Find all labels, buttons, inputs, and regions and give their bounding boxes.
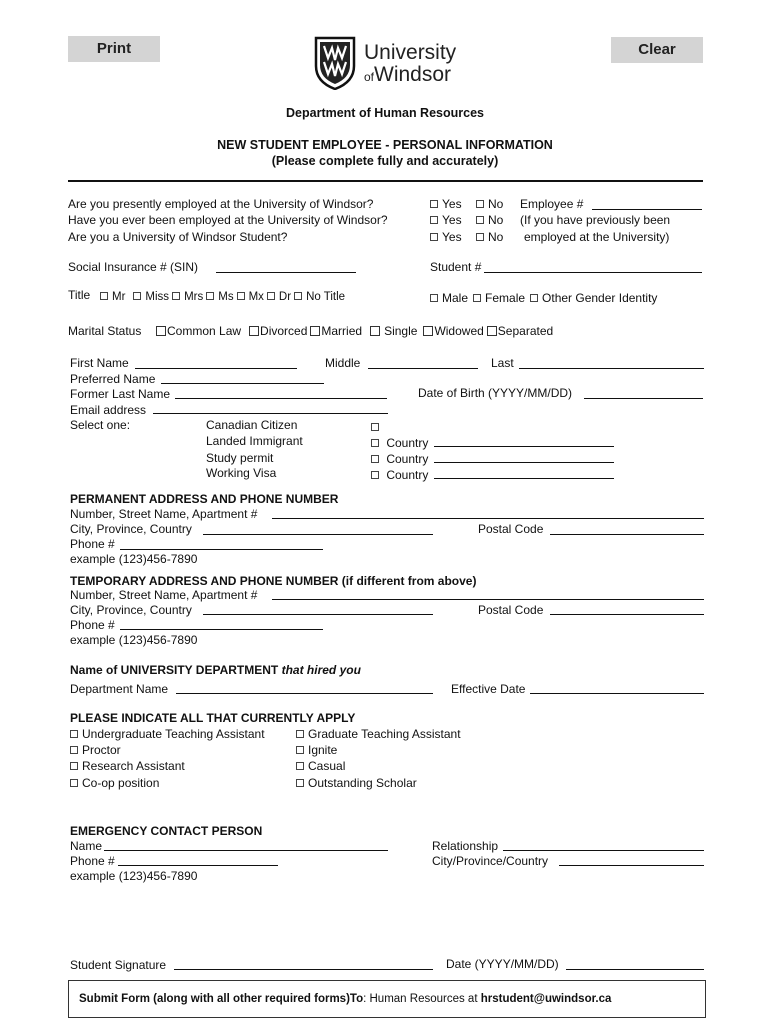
first-name-field[interactable] — [135, 368, 297, 369]
marital-option-divorced[interactable]: Divorced — [249, 324, 307, 338]
status-canadian-citizen-label: Canadian Citizen — [206, 418, 298, 432]
temporary-phone-field[interactable] — [120, 629, 323, 630]
position-option-coop[interactable]: Co-op position — [70, 776, 159, 790]
q3-yes-option[interactable] — [430, 230, 462, 244]
student-signature-field[interactable] — [174, 969, 433, 970]
country-label: Country — [386, 452, 429, 466]
checkbox[interactable] — [430, 233, 438, 241]
status-study-permit-option[interactable] — [371, 452, 428, 466]
temporary-address-heading: TEMPORARY ADDRESS AND PHONE NUMBER (if different from above) — [70, 574, 477, 588]
email-field[interactable] — [153, 413, 388, 414]
checkbox[interactable] — [133, 292, 141, 300]
no-label: No — [488, 197, 504, 211]
permanent-postal-field[interactable] — [550, 534, 704, 535]
checkbox[interactable] — [156, 326, 166, 336]
checkbox[interactable] — [476, 200, 484, 208]
checkbox[interactable] — [476, 216, 484, 224]
title-option-no-title[interactable]: No Title — [294, 291, 345, 303]
title-option-mx[interactable]: Mx — [237, 291, 264, 303]
select-one-label: Select one: — [70, 418, 131, 432]
checkbox[interactable] — [371, 439, 379, 447]
question-student: Are you a University of Windsor Student? — [68, 230, 288, 244]
logo-windsor-text — [364, 64, 451, 88]
permanent-street-label: Number, Street Name, Apartment # — [70, 507, 258, 521]
position-option-research-assistant[interactable]: Research Assistant — [70, 759, 185, 773]
checkbox[interactable] — [100, 292, 108, 300]
no-label: No — [488, 213, 504, 227]
landed-immigrant-country-field[interactable] — [434, 446, 614, 447]
department-name-label: Department Name — [70, 682, 169, 696]
temporary-street-label: Number, Street Name, Apartment # — [70, 588, 258, 602]
status-landed-immigrant-option[interactable] — [371, 436, 428, 450]
emergency-phone-label: Phone # — [70, 854, 115, 868]
q2-yes-option[interactable] — [430, 213, 462, 227]
checkbox[interactable] — [430, 200, 438, 208]
university-shield-icon — [314, 36, 356, 90]
yes-label: Yes — [442, 213, 462, 227]
header-divider — [68, 180, 703, 182]
checkbox[interactable] — [296, 779, 304, 787]
title-option-miss[interactable]: Miss — [133, 291, 169, 303]
sin-label: Social Insurance # (SIN) — [68, 260, 199, 274]
emergency-city-label: City/Province/Country — [432, 854, 549, 868]
sin-field[interactable] — [216, 272, 356, 273]
student-number-field[interactable] — [484, 272, 702, 273]
temporary-postal-label: Postal Code — [478, 603, 544, 617]
checkbox[interactable] — [172, 292, 180, 300]
logo-university-text: University — [364, 41, 457, 64]
permanent-address-heading: PERMANENT ADDRESS AND PHONE NUMBER — [70, 492, 339, 506]
checkbox[interactable] — [476, 233, 484, 241]
gender-options — [430, 291, 657, 305]
checkbox[interactable] — [370, 326, 380, 336]
middle-name-label: Middle — [325, 356, 361, 370]
temporary-phone-example: example (123)456-7890 — [70, 633, 198, 647]
checkbox[interactable] — [296, 730, 304, 738]
emergency-name-field[interactable] — [104, 850, 388, 851]
checkbox[interactable] — [530, 294, 538, 302]
emergency-phone-field[interactable] — [118, 865, 278, 866]
status-working-visa-option[interactable] — [371, 468, 428, 482]
permanent-phone-example: example (123)456-7890 — [70, 552, 198, 566]
emergency-city-field[interactable] — [559, 865, 704, 866]
submit-email-link[interactable]: hrstudent@uwindsor.ca — [480, 993, 612, 1005]
title-option-mrs[interactable]: Mrs — [172, 291, 203, 303]
checkbox[interactable] — [70, 746, 78, 754]
submit-bold-text: Submit Form (along with all other required forms)To — [79, 993, 364, 1005]
position-option-graduate-ta[interactable]: Graduate Teaching Assistant — [296, 727, 461, 741]
permanent-phone-field[interactable] — [120, 549, 323, 550]
q2-no-option[interactable] — [476, 213, 503, 227]
position-option-ignite[interactable]: Ignite — [296, 743, 337, 757]
title-label: Title — [68, 288, 91, 302]
no-label: No — [488, 230, 504, 244]
form-subtitle: (Please complete fully and accurately) — [271, 154, 499, 168]
position-option-undergraduate-ta[interactable]: Undergraduate Teaching Assistant — [70, 727, 265, 741]
position-option-proctor[interactable]: Proctor — [70, 743, 121, 757]
marital-status-label: Marital Status — [68, 324, 142, 338]
signature-date-field[interactable] — [566, 969, 704, 970]
question-presently-employed: Are you presently employed at the University of Windsor? — [68, 197, 374, 211]
permanent-street-field[interactable] — [272, 518, 704, 519]
q1-no-option[interactable] — [476, 197, 503, 211]
positions-heading: PLEASE INDICATE ALL THAT CURRENTLY APPLY — [70, 711, 356, 725]
form-title: NEW STUDENT EMPLOYEE - PERSONAL INFORMATION — [217, 138, 553, 152]
question-ever-employed: Have you ever been employed at the University of Windsor? — [68, 213, 388, 227]
temporary-postal-field[interactable] — [550, 614, 704, 615]
department-heading-italic: that hired you — [281, 663, 361, 677]
gender-option-male[interactable]: Male — [430, 291, 468, 305]
preferred-name-label: Preferred Name — [70, 372, 156, 386]
last-name-field[interactable] — [519, 368, 704, 369]
employee-note-line2: employed at the University) — [524, 230, 670, 244]
yes-label: Yes — [442, 197, 462, 211]
country-label: Country — [386, 436, 429, 450]
submit-instructions — [68, 980, 706, 1018]
title-option-mr[interactable]: Mr — [100, 291, 125, 303]
emergency-name-label: Name — [70, 839, 103, 853]
checkbox[interactable] — [296, 746, 304, 754]
department-heading-main: Name of UNIVERSITY DEPARTMENT — [70, 663, 279, 677]
checkbox[interactable] — [487, 326, 497, 336]
checkbox[interactable] — [249, 326, 259, 336]
checkbox[interactable] — [423, 326, 433, 336]
marital-option-separated[interactable]: Separated — [487, 324, 553, 338]
checkbox[interactable] — [237, 292, 245, 300]
effective-date-field[interactable] — [530, 693, 704, 694]
checkbox[interactable] — [430, 216, 438, 224]
logo-of-text: of — [364, 70, 375, 84]
checkbox[interactable] — [70, 779, 78, 787]
permanent-phone-label: Phone # — [70, 537, 115, 551]
study-permit-country-field[interactable] — [434, 462, 614, 463]
submit-middle-text: : Human Resources at — [363, 993, 481, 1005]
checkbox[interactable] — [294, 292, 302, 300]
student-signature-label: Student Signature — [70, 958, 167, 972]
emergency-relationship-field[interactable] — [503, 850, 704, 851]
title-option-ms[interactable]: Ms — [206, 291, 233, 303]
checkbox[interactable] — [473, 294, 481, 302]
middle-name-field[interactable] — [368, 368, 478, 369]
checkbox[interactable] — [70, 730, 78, 738]
date-of-birth-field[interactable] — [584, 398, 703, 399]
status-landed-immigrant-label: Landed Immigrant — [206, 434, 303, 448]
emergency-contact-heading: EMERGENCY CONTACT PERSON — [70, 824, 263, 838]
signature-date-label: Date (YYYY/MM/DD) — [446, 957, 559, 971]
logo-windsor-name: Windsor — [374, 63, 452, 86]
temporary-city-field[interactable] — [203, 614, 433, 615]
former-last-name-label: Former Last Name — [70, 387, 171, 401]
university-logo — [314, 36, 464, 92]
title-options — [100, 290, 345, 304]
temporary-phone-label: Phone # — [70, 618, 115, 632]
checkbox[interactable] — [310, 326, 320, 336]
employee-number-field[interactable] — [592, 209, 702, 210]
department-heading: Department of Human Resources — [286, 106, 484, 120]
emergency-relationship-label: Relationship — [432, 839, 499, 853]
employee-note-line1: (If you have previously been — [520, 213, 671, 227]
position-option-outstanding-scholar[interactable]: Outstanding Scholar — [296, 776, 417, 790]
date-of-birth-label: Date of Birth (YYYY/MM/DD) — [418, 386, 573, 400]
last-name-label: Last — [491, 356, 514, 370]
title-option-dr[interactable]: Dr — [267, 291, 291, 303]
permanent-city-field[interactable] — [203, 534, 433, 535]
status-study-permit-label: Study permit — [206, 451, 274, 465]
email-label: Email address — [70, 403, 147, 417]
status-canadian-citizen-checkbox[interactable] — [371, 420, 383, 434]
q1-yes-option[interactable] — [430, 197, 462, 211]
working-visa-country-field[interactable] — [434, 478, 614, 479]
checkbox[interactable] — [296, 762, 304, 770]
marital-option-single[interactable]: Single — [370, 324, 417, 338]
preferred-name-field[interactable] — [161, 383, 324, 384]
emergency-phone-example: example (123)456-7890 — [70, 869, 198, 883]
checkbox[interactable] — [371, 455, 379, 463]
checkbox[interactable] — [70, 762, 78, 770]
marital-option-widowed[interactable]: Widowed — [423, 324, 483, 338]
status-working-visa-label: Working Visa — [206, 466, 277, 480]
student-number-label: Student # — [430, 260, 482, 274]
department-heading-text — [70, 663, 361, 677]
clear-button[interactable]: Clear — [611, 37, 703, 63]
gender-option-other[interactable]: Other Gender Identity — [530, 291, 657, 305]
marital-options — [156, 324, 553, 338]
yes-label: Yes — [442, 230, 462, 244]
q3-no-option[interactable] — [476, 230, 503, 244]
country-label: Country — [386, 468, 429, 482]
checkbox[interactable] — [267, 292, 275, 300]
temporary-city-label: City, Province, Country — [70, 603, 192, 617]
effective-date-label: Effective Date — [451, 682, 526, 696]
checkbox[interactable] — [430, 294, 438, 302]
gender-option-female[interactable]: Female — [473, 291, 525, 305]
former-last-name-field[interactable] — [175, 398, 387, 399]
first-name-label: First Name — [70, 356, 129, 370]
temporary-street-field[interactable] — [272, 599, 704, 600]
position-option-casual[interactable]: Casual — [296, 759, 345, 773]
checkbox[interactable] — [371, 471, 379, 479]
permanent-postal-label: Postal Code — [478, 522, 544, 536]
marital-option-common-law[interactable]: Common Law — [156, 324, 241, 338]
employee-number-label: Employee # — [520, 197, 584, 211]
marital-option-married[interactable]: Married — [310, 324, 362, 338]
department-name-field[interactable] — [176, 693, 433, 694]
permanent-city-label: City, Province, Country — [70, 522, 192, 536]
print-button[interactable]: Print — [68, 36, 160, 62]
checkbox[interactable] — [206, 292, 214, 300]
